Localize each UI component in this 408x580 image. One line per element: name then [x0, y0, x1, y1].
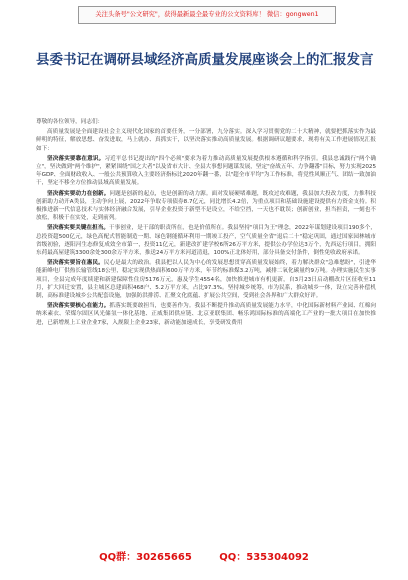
- paragraph-lead: 坚决落实要核心在能力。: [47, 303, 110, 310]
- paragraph-text: 习近平总书记提出的"四个必须"要求为着力推动高质量发展提供根本遵循和科学指引。我县忠诚践行"两个确立"，坚决做到"两个维护"，紧紧围绕"国之大者"以及省市大计、全县大事想问题谋发展，坚定"奋战五年、力争翻番"目标，努力实现2025年GDP、全面财政收入、一般公共预算收入主要经济指标比2020年翻一番，以"超全市平均"为工作标准，将党性风顺正气、团结一致加油干，坚定不移全方位推动县域高质量发展。: [36, 155, 376, 187]
- paragraph-text: 干事创业，是干部的职责所在，也是价值所在。我县坚持"项目为王"理念，2022年谋划建设项目190多个，总投资超500亿元，绿色高配式智能制造一期、绿色钢能循环利用一期竣工投产，空气质量全省"退后二十"稳定巩固，通过国家园林城市省级初验，逐阳河生态修复成效全市第一，投资11亿元，新建改扩建学校6所26万平方米，提供公办学位达3万个，先西运行项目，拥阳东荷最高屋建筑3300余处300余万平方米，推送24万平方米河道清退，100%正北体好用，部分具备交付条件，倒性免收政府承诺。: [36, 225, 376, 257]
- paragraph-innovation: [36, 190, 376, 223]
- paragraph-lead: 坚决落实要关键在担当。: [47, 225, 110, 232]
- salutation: 尊敬的各位领导，同志们：: [36, 119, 104, 125]
- contact-footer: [0, 548, 408, 563]
- paragraph-awareness: [36, 155, 376, 188]
- paragraph-lead: 坚决落实要靠在意识。: [47, 155, 105, 162]
- paragraph-livelihood: [36, 259, 376, 300]
- paragraph-text: 民心是最大的政治。我县把以人民为中心的发展思想贯穿高质量发展始终，着力解决群众"急难愁盼"，引进华能新峰电厂供热长输管线18公里，稳定实现供热面积600万平方米，年节约标准煤3.2万吨，减排二氧化碳量约9万吨。办理实施民生实事项目，全县完成年度续建和新建保障性住房5176万元，惠及学生4554名，加快推进城市有机更新，自3月23日启动棚改片区征收至11月，扩大回迁安置，县主城区总建面积468户、5.2万平方米，占比97.3%。坚持城乡统筹，市为民系，推动城乡一体，设立完善补偿机制，高标准建设城乡公共配套设施，加强防洪排涝、汇聚文化底蕴、扩展公共空间，受到社会各界和广大群众好评。: [36, 260, 376, 300]
- document-title: 县委书记在调研县域经济高质量发展座谈会上的汇报发言: [36, 52, 374, 68]
- paragraph-responsibility: [36, 224, 376, 257]
- promo-banner: 关注头条号"公文研究"，获得最新最全最专业的公文资料库！ 微信：gongwen1: [78, 6, 336, 24]
- qq-group-text: QQ群：30265665: [99, 552, 192, 563]
- paragraph-capability: [36, 302, 376, 327]
- paragraph-text: 问题是创新的起点，也是创新的动力源。面对发展硬堵难题，既攻过攻难题，我县加大投改力度，力推科技创新助力动开A类县，主动争向上展，2022年争取专项债券8.7亿元，同比增长4.2倍，为重点项目和基础设施建设提供有力资金支持。积极推进新一代信息技术与实体经济融合发展，引导企业投资于新型不是设立，不给空挡，一天也不耽误；创新创业，担当担责，一刻也不放松，积极干在实处，走到前列。: [36, 190, 376, 222]
- qq-text: QQ：535304092: [219, 552, 309, 563]
- paragraph-text: 高质量发展是全面建设社会主义现代化国家的首要任务，一分部署，九分落实。深入学习贯彻党的二十大精神，就要把抓落实作为最鲜明的特征，解放思想、奋发进取，马上就办、真抓实干，以坚决落实推动高质量发展。根据调研议题要求，现将有关工作进展情况汇报如下：: [36, 129, 376, 152]
- document-body: [36, 118, 376, 329]
- paragraph-lead: 坚决落实要旨在惠民。: [47, 260, 104, 267]
- paragraph-text: 抓落实既要敢担当，也要善作为。我县不断提升推动高质量发展能力水平，中化国际新材料产业园、红棉向纳米素衣、荣煤尔固区风光储氢一体化基地、正威集团供应链、北京亚联集团、畅乐鸿国际标准的高端化工产业的一批大项目在加快推进，已新增规上工业企业7家，入规限上企业23家，新动能加速成长，享受研发费用: [36, 303, 376, 326]
- paragraph-intro: [36, 128, 376, 153]
- paragraph-lead: 坚决落实要动力在创新。: [47, 190, 110, 197]
